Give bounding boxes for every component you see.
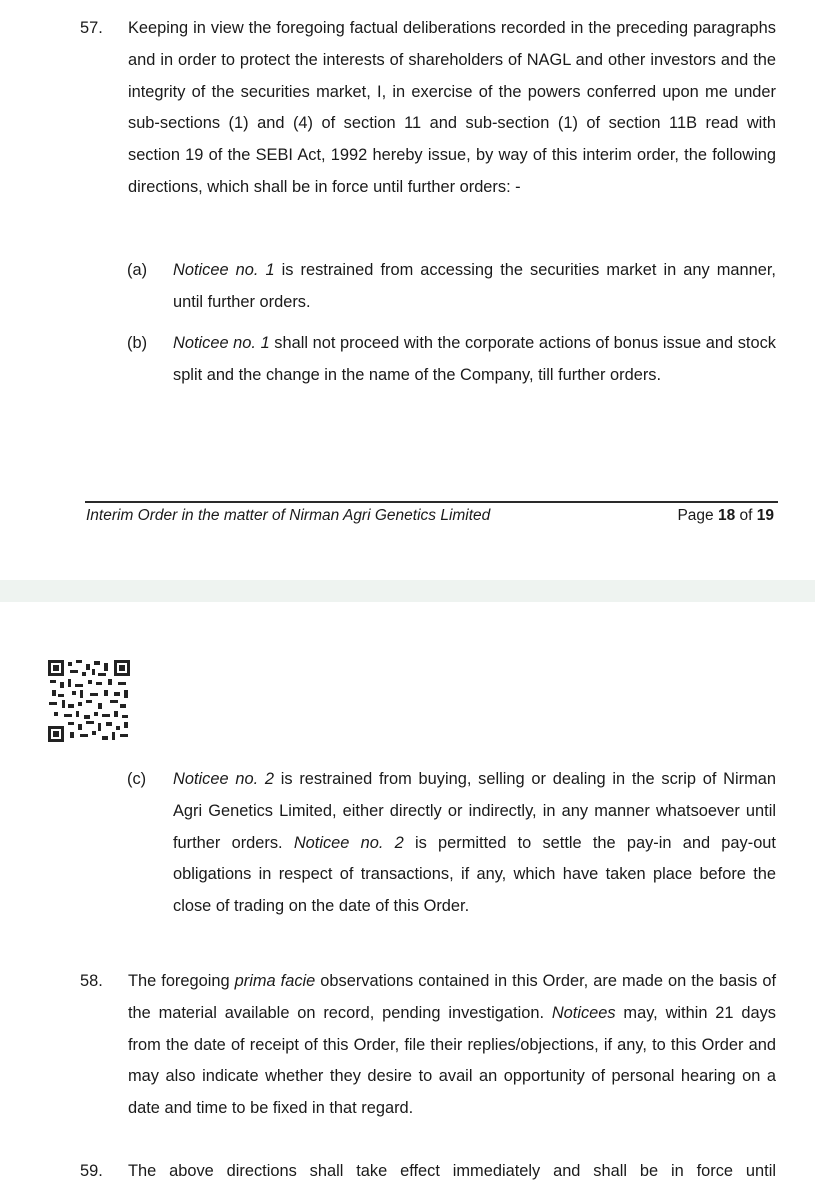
page-separator — [0, 580, 815, 602]
paragraph-number: 58. — [80, 972, 103, 990]
direction-label: (b) — [127, 334, 148, 352]
noticee-name: Noticee no. 1 — [173, 334, 270, 352]
paragraph-58: 58. The foregoing prima facie observations contained in this Order, are made on the basis of the material available on record, pending investigation. Noticees may, within 21 days from the date of receipt of this Order, file their replies/objections, if any, to this Order and may also indicate whether they desire to avail an opportunity of personal hearing on a date and time to be fixed in that regard. — [128, 966, 776, 1125]
qr-code-icon — [48, 660, 130, 742]
direction-text: is permitted to settle the pay-in and pay-out obligations in respect of transactions, if any, which have taken place before the close of trading on the date of this Order. — [173, 833, 776, 916]
noticee-name: Noticee no. 2 — [293, 833, 404, 852]
direction-text: is restrained from accessing the securities market in any manner, until further orders. — [173, 261, 776, 311]
direction-label: (a) — [127, 261, 148, 279]
footer-divider — [85, 501, 778, 503]
direction-text: is restrained from buying, selling or dealing in the scrip of Nirman Agri Genetics Limited, either directly or indirectly, in any manner whatsoever until further orders. — [173, 770, 776, 852]
paragraph-57 — [80, 13, 776, 204]
document-page-18 — [0, 0, 815, 580]
page-number: Page 18 of 19 — [677, 507, 774, 524]
paragraph-59 — [80, 1156, 776, 1188]
footer-title: Interim Order in the matter of Nirman Agri Genetics Limited — [86, 507, 491, 524]
direction-text: shall not proceed with the corporate actions of bonus issue and stock split and the change in the name of the Company, till further orders. — [173, 334, 776, 384]
noticee-name: Noticee no. 1 — [173, 261, 275, 279]
direction-c — [127, 764, 776, 923]
paragraph-number: 59. — [80, 1162, 103, 1180]
noticee-name: Noticee no. 2 — [173, 770, 274, 788]
direction-b — [127, 328, 776, 392]
paragraph-number: 57. — [80, 19, 103, 37]
direction-label: (c) — [127, 770, 147, 788]
paragraph-text: The above directions shall take effect immediately and shall be in force until — [128, 1162, 776, 1180]
paragraph-text: Keeping in view the foregoing factual deliberations recorded in the preceding paragraphs and in order to protect the interests of shareholders of NAGL and other investors and the integrity of the securities market, I, in exercise of the powers conferred upon me under sub-sections (1) and (4) of section 11 and sub-section (1) of section 11B read with section 19 of the SEBI Act, 1992 hereby issue, by way of this interim order, the following directions, which shall be in force until further orders: - — [128, 19, 776, 196]
direction-a — [127, 255, 776, 319]
